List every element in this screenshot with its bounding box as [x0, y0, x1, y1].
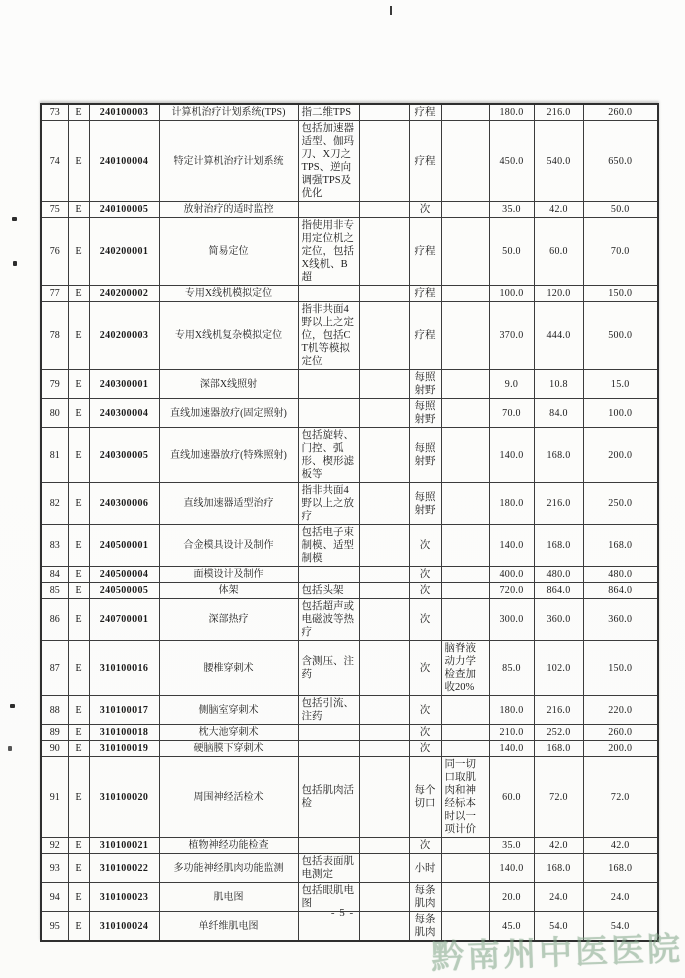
item-code-cell: 240200003 — [89, 302, 159, 370]
note-cell — [441, 399, 489, 428]
blank-cell — [359, 286, 409, 302]
unit-cell: 疗程 — [409, 104, 441, 121]
grade-cell: E — [68, 370, 89, 399]
note-cell — [441, 854, 489, 883]
price-2-cell: 168.0 — [534, 854, 583, 883]
scan-speck — [12, 217, 17, 221]
note-cell — [441, 525, 489, 567]
blank-cell — [359, 370, 409, 399]
item-desc-cell: 包括超声或电磁波等热疗 — [298, 599, 359, 641]
blank-cell — [359, 583, 409, 599]
blank-cell — [359, 696, 409, 725]
price-2-cell: 42.0 — [534, 202, 583, 218]
scan-speck — [8, 746, 12, 751]
row-number-cell: 84 — [41, 567, 68, 583]
item-code-cell: 240700001 — [89, 599, 159, 641]
item-code-cell: 240300001 — [89, 370, 159, 399]
item-name-cell: 腰椎穿刺术 — [159, 641, 298, 696]
price-1-cell: 180.0 — [489, 696, 534, 725]
item-name-cell: 周围神经活检术 — [159, 757, 298, 838]
price-1-cell: 140.0 — [489, 525, 534, 567]
unit-cell: 次 — [409, 202, 441, 218]
table-row — [41, 838, 658, 854]
item-name-cell: 硬脑膜下穿刺术 — [159, 741, 298, 757]
row-number-cell: 82 — [41, 483, 68, 525]
unit-cell: 每个切口 — [409, 757, 441, 838]
grade-cell: E — [68, 912, 89, 942]
blank-cell — [359, 428, 409, 483]
note-cell — [441, 286, 489, 302]
item-code-cell: 240300004 — [89, 399, 159, 428]
price-2-cell: 84.0 — [534, 399, 583, 428]
price-3-cell: 150.0 — [583, 641, 658, 696]
table-row — [41, 370, 658, 399]
row-number-cell: 88 — [41, 696, 68, 725]
row-number-cell: 80 — [41, 399, 68, 428]
blank-cell — [359, 525, 409, 567]
item-name-cell: 放射治疗的适时监控 — [159, 202, 298, 218]
price-3-cell: 480.0 — [583, 567, 658, 583]
unit-cell: 次 — [409, 696, 441, 725]
price-1-cell: 45.0 — [489, 912, 534, 942]
table-row — [41, 725, 658, 741]
table-row — [41, 302, 658, 370]
note-cell — [441, 218, 489, 286]
item-code-cell: 240100005 — [89, 202, 159, 218]
grade-cell: E — [68, 641, 89, 696]
price-3-cell: 24.0 — [583, 883, 658, 912]
price-3-cell: 42.0 — [583, 838, 658, 854]
item-name-cell: 多功能神经肌肉功能监测 — [159, 854, 298, 883]
price-3-cell: 54.0 — [583, 912, 658, 942]
unit-cell: 疗程 — [409, 286, 441, 302]
item-code-cell: 240100003 — [89, 104, 159, 121]
price-2-cell: 120.0 — [534, 286, 583, 302]
grade-cell: E — [68, 696, 89, 725]
table-row — [41, 757, 658, 838]
unit-cell: 疗程 — [409, 121, 441, 202]
item-name-cell: 直线加速器放疗(特殊照射) — [159, 428, 298, 483]
price-3-cell: 200.0 — [583, 741, 658, 757]
blank-cell — [359, 725, 409, 741]
grade-cell: E — [68, 838, 89, 854]
table-row — [41, 583, 658, 599]
item-code-cell: 310100023 — [89, 883, 159, 912]
unit-cell: 次 — [409, 641, 441, 696]
note-cell — [441, 567, 489, 583]
price-2-cell: 444.0 — [534, 302, 583, 370]
price-1-cell: 9.0 — [489, 370, 534, 399]
price-3-cell: 864.0 — [583, 583, 658, 599]
table-row — [41, 483, 658, 525]
note-cell — [441, 302, 489, 370]
item-desc-cell — [298, 838, 359, 854]
blank-cell — [359, 838, 409, 854]
price-2-cell: 360.0 — [534, 599, 583, 641]
table-row — [41, 599, 658, 641]
row-number-cell: 94 — [41, 883, 68, 912]
row-number-cell: 76 — [41, 218, 68, 286]
price-3-cell: 650.0 — [583, 121, 658, 202]
item-desc-cell: 包括头架 — [298, 583, 359, 599]
item-desc-cell — [298, 286, 359, 302]
grade-cell: E — [68, 599, 89, 641]
item-desc-cell — [298, 399, 359, 428]
table-row — [41, 104, 658, 121]
price-3-cell: 15.0 — [583, 370, 658, 399]
grade-cell: E — [68, 428, 89, 483]
price-2-cell: 216.0 — [534, 696, 583, 725]
row-number-cell: 77 — [41, 286, 68, 302]
unit-cell: 疗程 — [409, 218, 441, 286]
unit-cell: 次 — [409, 599, 441, 641]
note-cell — [441, 741, 489, 757]
price-2-cell: 10.8 — [534, 370, 583, 399]
price-1-cell: 400.0 — [489, 567, 534, 583]
price-3-cell: 360.0 — [583, 599, 658, 641]
medical-service-price-table — [40, 103, 659, 942]
table-row — [41, 641, 658, 696]
note-cell — [441, 121, 489, 202]
note-cell — [441, 202, 489, 218]
item-code-cell: 310100020 — [89, 757, 159, 838]
blank-cell — [359, 483, 409, 525]
unit-cell: 每照射野 — [409, 399, 441, 428]
item-desc-cell — [298, 567, 359, 583]
blank-cell — [359, 218, 409, 286]
note-cell — [441, 428, 489, 483]
blank-cell — [359, 741, 409, 757]
price-3-cell: 260.0 — [583, 104, 658, 121]
item-name-cell: 深部X线照射 — [159, 370, 298, 399]
unit-cell: 每条肌肉 — [409, 912, 441, 942]
blank-cell — [359, 567, 409, 583]
price-2-cell: 102.0 — [534, 641, 583, 696]
price-1-cell: 140.0 — [489, 741, 534, 757]
price-1-cell: 180.0 — [489, 483, 534, 525]
item-code-cell: 240200002 — [89, 286, 159, 302]
item-name-cell: 侧脑室穿刺术 — [159, 696, 298, 725]
item-name-cell: 专用X线机模拟定位 — [159, 286, 298, 302]
price-3-cell: 50.0 — [583, 202, 658, 218]
note-cell: 同一切口取肌肉和神经标本时以一项计价 — [441, 757, 489, 838]
item-code-cell: 310100024 — [89, 912, 159, 942]
price-2-cell: 216.0 — [534, 483, 583, 525]
table-row — [41, 525, 658, 567]
item-code-cell: 310100021 — [89, 838, 159, 854]
item-desc-cell — [298, 370, 359, 399]
table-row — [41, 286, 658, 302]
grade-cell: E — [68, 883, 89, 912]
row-number-cell: 93 — [41, 854, 68, 883]
price-1-cell: 60.0 — [489, 757, 534, 838]
row-number-cell: 86 — [41, 599, 68, 641]
item-code-cell: 240300006 — [89, 483, 159, 525]
table-row — [41, 399, 658, 428]
item-desc-cell: 含测压、注药 — [298, 641, 359, 696]
price-1-cell: 450.0 — [489, 121, 534, 202]
item-desc-cell — [298, 741, 359, 757]
grade-cell: E — [68, 741, 89, 757]
item-name-cell: 计算机治疗计划系统(TPS) — [159, 104, 298, 121]
item-code-cell: 240100004 — [89, 121, 159, 202]
price-1-cell: 140.0 — [489, 428, 534, 483]
item-code-cell: 240500005 — [89, 583, 159, 599]
item-name-cell: 直线加速器放疗(固定照射) — [159, 399, 298, 428]
item-code-cell: 310100016 — [89, 641, 159, 696]
price-3-cell: 250.0 — [583, 483, 658, 525]
item-code-cell: 310100018 — [89, 725, 159, 741]
table-row — [41, 428, 658, 483]
item-desc-cell: 指二维TPS — [298, 104, 359, 121]
scan-speck — [13, 261, 17, 266]
page-number: - 5 - — [330, 907, 355, 919]
table-row — [41, 854, 658, 883]
grade-cell: E — [68, 218, 89, 286]
blank-cell — [359, 757, 409, 838]
blank-cell — [359, 641, 409, 696]
price-2-cell: 168.0 — [534, 741, 583, 757]
price-2-cell: 480.0 — [534, 567, 583, 583]
price-2-cell: 540.0 — [534, 121, 583, 202]
item-name-cell: 枕大池穿刺术 — [159, 725, 298, 741]
price-1-cell: 300.0 — [489, 599, 534, 641]
price-3-cell: 500.0 — [583, 302, 658, 370]
item-desc-cell: 包括旋转、门控、弧形、楔形滤板等 — [298, 428, 359, 483]
table-row — [41, 567, 658, 583]
grade-cell: E — [68, 286, 89, 302]
price-2-cell: 60.0 — [534, 218, 583, 286]
item-name-cell: 专用X线机复杂模拟定位 — [159, 302, 298, 370]
item-name-cell: 合金模具设计及制作 — [159, 525, 298, 567]
item-desc-cell: 包括电子束制模、适型制模 — [298, 525, 359, 567]
blank-cell — [359, 854, 409, 883]
item-name-cell: 面模设计及制作 — [159, 567, 298, 583]
unit-cell: 次 — [409, 838, 441, 854]
price-3-cell: 220.0 — [583, 696, 658, 725]
price-2-cell: 864.0 — [534, 583, 583, 599]
item-code-cell: 240500004 — [89, 567, 159, 583]
blank-cell — [359, 399, 409, 428]
note-cell — [441, 104, 489, 121]
price-3-cell: 168.0 — [583, 854, 658, 883]
note-cell — [441, 483, 489, 525]
scan-speck — [10, 704, 15, 708]
grade-cell: E — [68, 121, 89, 202]
item-desc-cell: 包括表面肌电测定 — [298, 854, 359, 883]
unit-cell: 小时 — [409, 854, 441, 883]
price-1-cell: 100.0 — [489, 286, 534, 302]
price-2-cell: 168.0 — [534, 525, 583, 567]
unit-cell: 次 — [409, 583, 441, 599]
unit-cell: 每照射野 — [409, 428, 441, 483]
table-row — [41, 696, 658, 725]
item-name-cell: 肌电图 — [159, 883, 298, 912]
price-3-cell: 70.0 — [583, 218, 658, 286]
item-code-cell: 310100017 — [89, 696, 159, 725]
price-1-cell: 35.0 — [489, 202, 534, 218]
row-number-cell: 75 — [41, 202, 68, 218]
item-name-cell: 直线加速器适型治疗 — [159, 483, 298, 525]
item-code-cell: 240300005 — [89, 428, 159, 483]
item-name-cell: 深部热疗 — [159, 599, 298, 641]
blank-cell — [359, 202, 409, 218]
grade-cell: E — [68, 854, 89, 883]
item-name-cell: 简易定位 — [159, 218, 298, 286]
hospital-watermark: 黔南州中医医院 — [430, 931, 684, 977]
row-number-cell: 83 — [41, 525, 68, 567]
price-1-cell: 370.0 — [489, 302, 534, 370]
item-desc-cell — [298, 202, 359, 218]
price-1-cell: 720.0 — [489, 583, 534, 599]
unit-cell: 次 — [409, 725, 441, 741]
row-number-cell: 74 — [41, 121, 68, 202]
note-cell — [441, 696, 489, 725]
unit-cell: 每条肌肉 — [409, 883, 441, 912]
price-3-cell: 150.0 — [583, 286, 658, 302]
price-1-cell: 210.0 — [489, 725, 534, 741]
row-number-cell: 81 — [41, 428, 68, 483]
item-desc-cell — [298, 725, 359, 741]
note-cell — [441, 838, 489, 854]
unit-cell: 每照射野 — [409, 370, 441, 399]
blank-cell — [359, 599, 409, 641]
row-number-cell: 90 — [41, 741, 68, 757]
blank-cell — [359, 302, 409, 370]
note-cell — [441, 725, 489, 741]
price-1-cell: 50.0 — [489, 218, 534, 286]
row-number-cell: 92 — [41, 838, 68, 854]
blank-cell — [359, 121, 409, 202]
price-1-cell: 85.0 — [489, 641, 534, 696]
table-row — [41, 218, 658, 286]
price-3-cell: 100.0 — [583, 399, 658, 428]
price-1-cell: 140.0 — [489, 854, 534, 883]
grade-cell: E — [68, 302, 89, 370]
item-desc-cell: 包括眼肌电图 — [298, 883, 359, 912]
row-number-cell: 91 — [41, 757, 68, 838]
price-1-cell: 70.0 — [489, 399, 534, 428]
item-desc-cell: 指非共面4野以上之放疗 — [298, 483, 359, 525]
price-2-cell: 54.0 — [534, 912, 583, 942]
row-number-cell: 87 — [41, 641, 68, 696]
price-3-cell: 72.0 — [583, 757, 658, 838]
row-number-cell: 95 — [41, 912, 68, 942]
item-desc-cell: 包括肌肉活检 — [298, 757, 359, 838]
item-desc-cell: 包括加速器适型、伽玛刀、X刀之TPS、逆向调强TPS及优化 — [298, 121, 359, 202]
price-1-cell: 180.0 — [489, 104, 534, 121]
table-row — [41, 202, 658, 218]
item-code-cell: 240500001 — [89, 525, 159, 567]
grade-cell: E — [68, 757, 89, 838]
row-number-cell: 79 — [41, 370, 68, 399]
item-code-cell: 310100022 — [89, 854, 159, 883]
scan-fold-mark — [390, 6, 392, 15]
item-name-cell: 单纤维肌电图 — [159, 912, 298, 942]
note-cell: 脑脊液动力学检查加收20% — [441, 641, 489, 696]
row-number-cell: 89 — [41, 725, 68, 741]
note-cell — [441, 583, 489, 599]
item-desc-cell: 指非共面4野以上之定位，包括CT机等模拟定位 — [298, 302, 359, 370]
price-2-cell: 42.0 — [534, 838, 583, 854]
item-code-cell: 310100019 — [89, 741, 159, 757]
price-2-cell: 252.0 — [534, 725, 583, 741]
grade-cell: E — [68, 567, 89, 583]
table-row — [41, 741, 658, 757]
grade-cell: E — [68, 104, 89, 121]
item-code-cell: 240200001 — [89, 218, 159, 286]
note-cell — [441, 370, 489, 399]
price-3-cell: 260.0 — [583, 725, 658, 741]
item-desc-cell: 包括引流、注药 — [298, 696, 359, 725]
item-desc-cell: 指使用非专用定位机之定位，包括X线机、B超 — [298, 218, 359, 286]
price-1-cell: 35.0 — [489, 838, 534, 854]
price-3-cell: 168.0 — [583, 525, 658, 567]
row-number-cell: 73 — [41, 104, 68, 121]
price-2-cell: 168.0 — [534, 428, 583, 483]
price-2-cell: 72.0 — [534, 757, 583, 838]
row-number-cell: 78 — [41, 302, 68, 370]
item-name-cell: 体架 — [159, 583, 298, 599]
blank-cell — [359, 104, 409, 121]
table-row — [41, 121, 658, 202]
price-2-cell: 24.0 — [534, 883, 583, 912]
unit-cell: 次 — [409, 525, 441, 567]
note-cell — [441, 599, 489, 641]
item-name-cell: 特定计算机治疗计划系统 — [159, 121, 298, 202]
unit-cell: 每照射野 — [409, 483, 441, 525]
grade-cell: E — [68, 483, 89, 525]
unit-cell: 次 — [409, 567, 441, 583]
grade-cell: E — [68, 725, 89, 741]
grade-cell: E — [68, 202, 89, 218]
row-number-cell: 85 — [41, 583, 68, 599]
price-1-cell: 20.0 — [489, 883, 534, 912]
item-name-cell: 植物神经功能检查 — [159, 838, 298, 854]
unit-cell: 次 — [409, 741, 441, 757]
grade-cell: E — [68, 525, 89, 567]
grade-cell: E — [68, 583, 89, 599]
grade-cell: E — [68, 399, 89, 428]
unit-cell: 疗程 — [409, 302, 441, 370]
price-3-cell: 200.0 — [583, 428, 658, 483]
price-2-cell: 216.0 — [534, 104, 583, 121]
